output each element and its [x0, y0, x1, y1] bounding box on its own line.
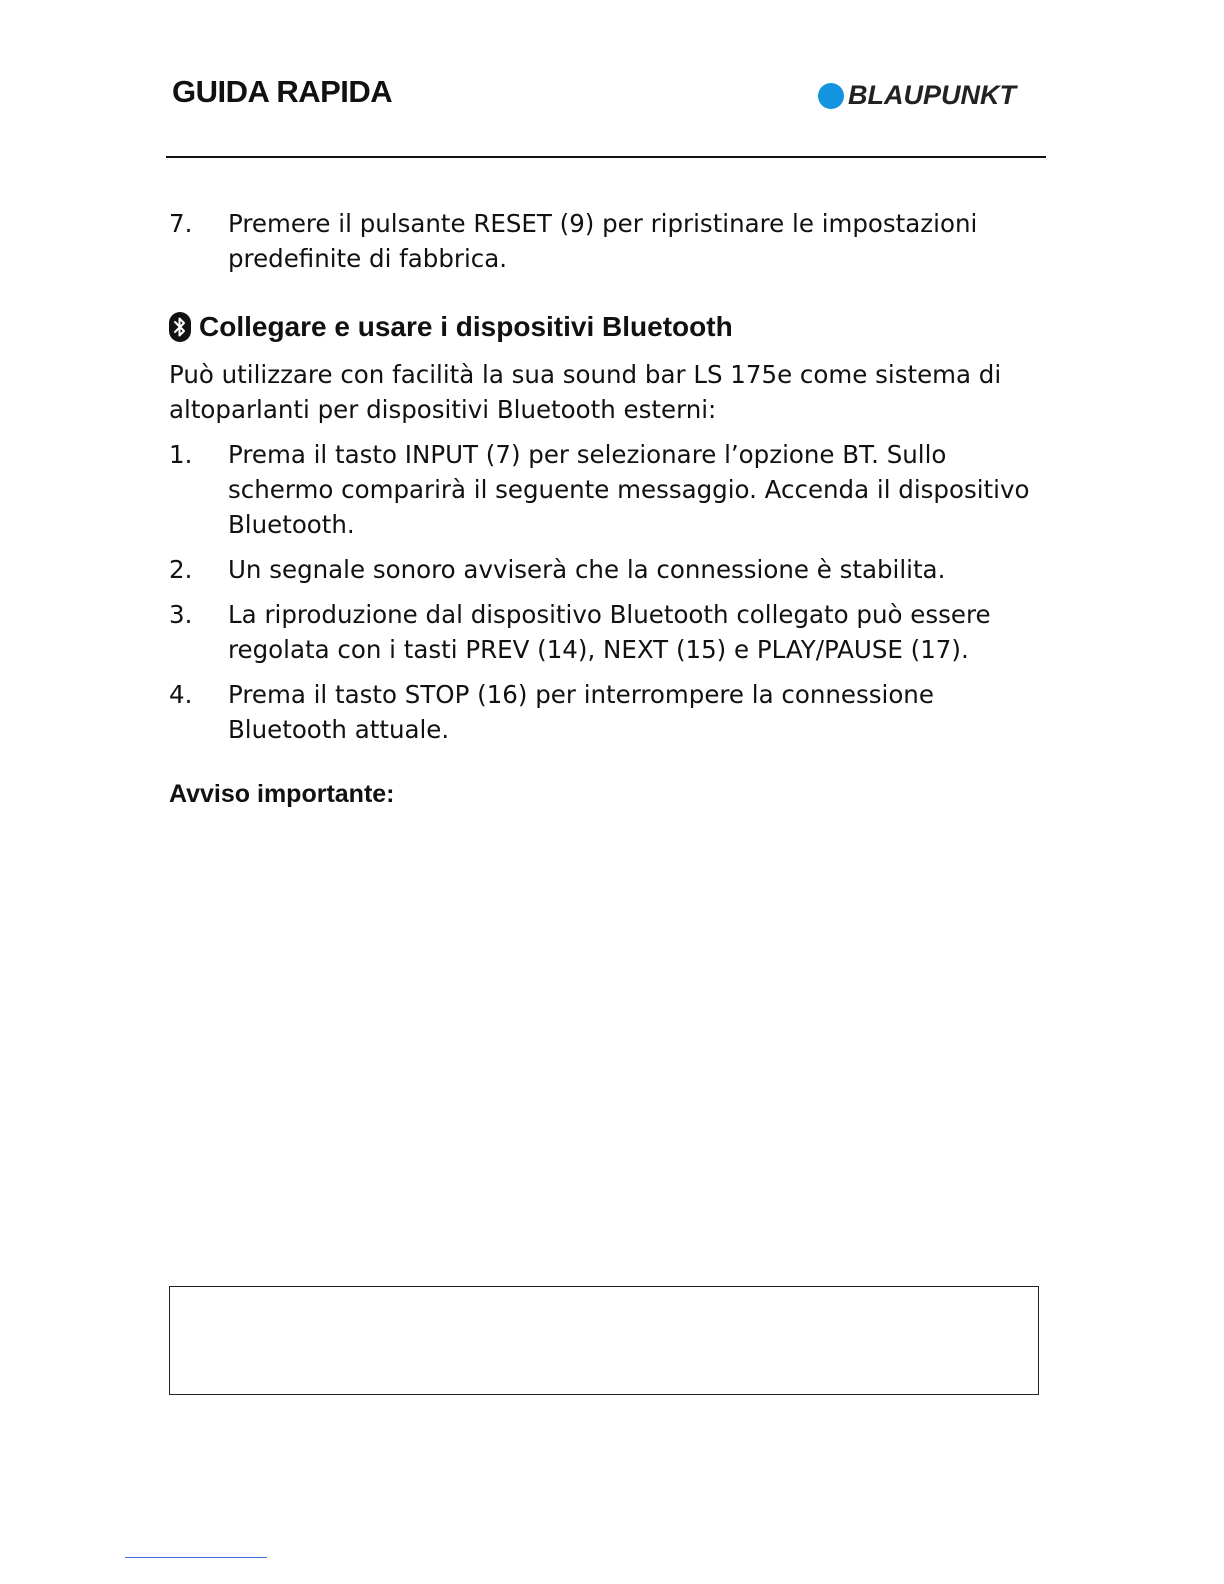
step-number: 3. — [169, 600, 193, 629]
step-text: Prema il tasto STOP (16) per interrompere la connessione Bluetooth attuale. — [228, 680, 934, 744]
step-number: 2. — [169, 555, 193, 584]
notice-box — [169, 1286, 1039, 1395]
brand-logo — [818, 80, 1016, 111]
step-text: Un segnale sonoro avviserà che la connessione è stabilita. — [228, 555, 946, 584]
step-text: La riproduzione dal dispositivo Bluetooth collegato può essere regolata con i tasti PREV (14), NEXT (15) e PLAY/PAUSE (17). — [228, 600, 991, 664]
header-divider — [166, 156, 1046, 158]
list-item — [169, 437, 1039, 542]
bluetooth-icon — [169, 312, 191, 342]
list-item — [169, 597, 1039, 667]
step-text: Prema il tasto INPUT (7) per selezionare l’opzione BT. Sullo schermo comparirà il seguente messaggio. Accenda il dispositivo Bluetooth. — [228, 440, 1030, 539]
footer-link-underline — [125, 1557, 267, 1558]
list-item — [169, 552, 1039, 587]
section-heading — [169, 310, 1039, 344]
main-content — [169, 206, 1039, 812]
list-item — [169, 677, 1039, 747]
notice-heading: Avviso importante: — [169, 780, 395, 808]
intro-paragraph: Può utilizzare con facilità la sua sound bar LS 175e come sistema di altoparlanti per dispositivi Bluetooth esterni: — [169, 360, 1002, 424]
step-number: 4. — [169, 680, 193, 709]
step-number: 1. — [169, 440, 193, 469]
brand-name: BLAUPUNKT — [848, 80, 1016, 110]
step-7 — [169, 206, 1039, 276]
step-text: Premere il pulsante RESET (9) per ripristinare le impostazioni predefinite di fabbrica. — [228, 209, 978, 273]
page-title: GUIDA RAPIDA — [172, 74, 393, 109]
logo-dot-icon — [818, 83, 844, 109]
section-heading-text: Collegare e usare i dispositivi Bluetooth — [199, 311, 733, 342]
step-number: 7. — [169, 209, 193, 238]
